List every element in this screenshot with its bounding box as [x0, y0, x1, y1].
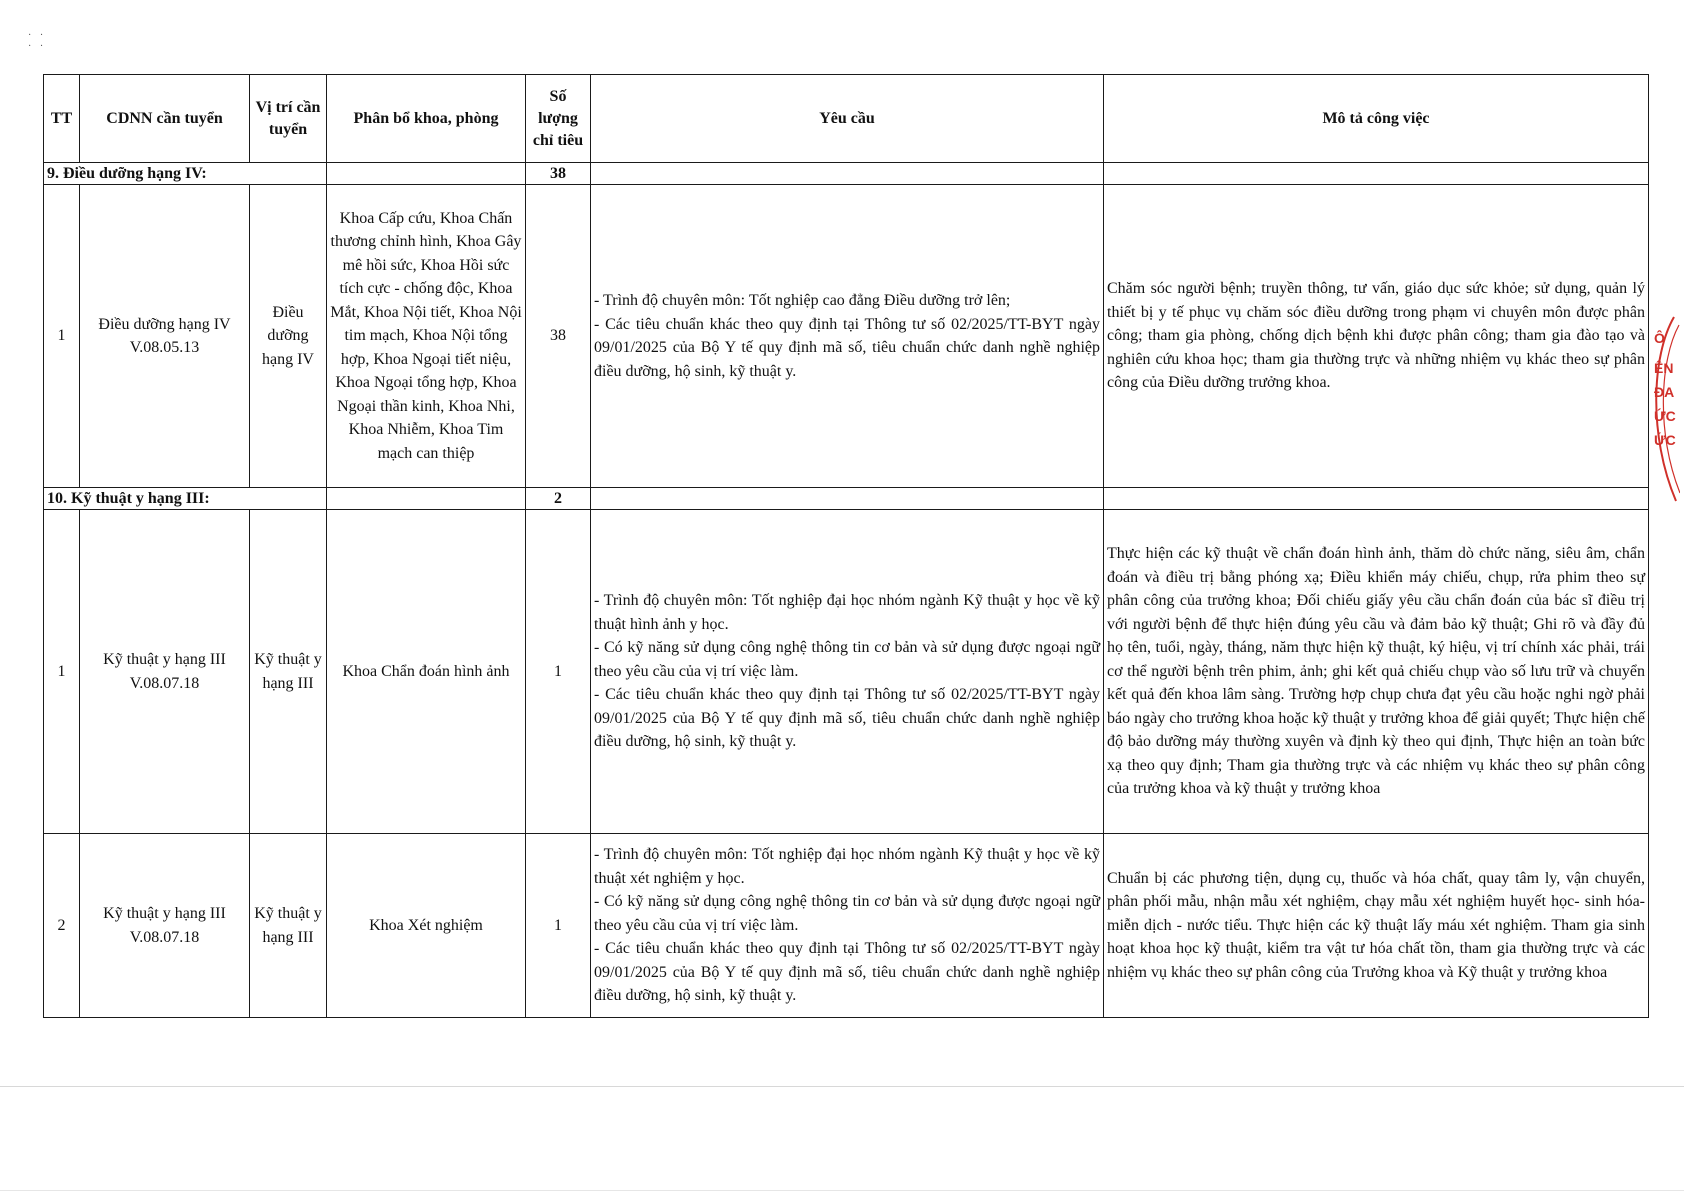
- header-row: [44, 75, 1649, 163]
- seal-letter: ỨC: [1654, 432, 1676, 448]
- scan-specks: · · · ·: [28, 30, 47, 52]
- group-empty-cell: [327, 163, 526, 185]
- cell-soluong: 38: [526, 185, 591, 488]
- group-row-ky-thuat-y: [44, 488, 1649, 510]
- cell-phanbo: Khoa Chẩn đoán hình ảnh: [327, 510, 526, 834]
- cell-soluong: 1: [526, 510, 591, 834]
- requirement-line: - Các tiêu chuẩn khác theo quy định tại Thông tư số 02/2025/TT-BYT ngày 09/01/2025 của Bộ Y tế quy định mã số, tiêu chuẩn chức danh nghề nghiệp điều dưỡng, hộ sinh, kỹ thuật y.: [594, 315, 1100, 380]
- table-row: [44, 834, 1649, 1018]
- cdnn-code: V.08.05.13: [129, 339, 200, 356]
- cell-vitri: Điều dưỡng hạng IV: [250, 185, 327, 488]
- red-seal-stamp: [1650, 315, 1684, 505]
- cell-soluong: 1: [526, 834, 591, 1018]
- cell-tt: 1: [44, 185, 80, 488]
- requirement-line: - Trình độ chuyên môn: Tốt nghiệp cao đẳng Điều dưỡng trở lên;: [594, 292, 1011, 309]
- cell-tt: 2: [44, 834, 80, 1018]
- group-label: 9. Điều dưỡng hạng IV:: [44, 163, 327, 185]
- cell-yeucau: [591, 510, 1104, 834]
- cell-mota: Chăm sóc người bệnh; truyền thông, tư vấn, giáo dục sức khỏe; sử dụng, quản lý thiết bị y tế phục vụ chăm sóc điều dưỡng trong phạm vi chuyên môn được phân công; tham gia phòng, chống dịch bệnh khi được phân công; tham gia đào tạo và nghiên cứu khoa học; tham gia thường trực và những nhiệm vụ khác theo sự phân công của Điều dưỡng trưởng khoa.: [1104, 185, 1649, 488]
- requirement-line: - Các tiêu chuẩn khác theo quy định tại Thông tư số 02/2025/TT-BYT ngày 09/01/2025 của Bộ Y tế quy định mã số, tiêu chuẩn chức danh nghề nghiệp điều dưỡng, hộ sinh, kỹ thuật y.: [594, 940, 1100, 1005]
- seal-letter: ĐA: [1654, 384, 1675, 400]
- seal-letter: Ô: [1654, 330, 1665, 346]
- header-tt: TT: [44, 75, 80, 163]
- header-vitri: Vị trí cần tuyển: [250, 75, 327, 163]
- requirement-line: - Trình độ chuyên môn: Tốt nghiệp đại học nhóm ngành Kỹ thuật y học về kỹ thuật hình ảnh y học.: [594, 592, 1100, 633]
- header-yeucau: Yêu cầu: [591, 75, 1104, 163]
- cell-phanbo: Khoa Xét nghiệm: [327, 834, 526, 1018]
- cell-tt: 1: [44, 510, 80, 834]
- cell-cdnn: [80, 510, 250, 834]
- cdnn-code: V.08.07.18: [129, 674, 200, 692]
- cdnn-title: Điều dưỡng hạng IV: [98, 315, 231, 333]
- cell-vitri: Kỹ thuật y hạng III: [250, 510, 327, 834]
- seal-letter: ÊN: [1654, 360, 1674, 376]
- requirement-line: - Có kỹ năng sử dụng công nghệ thông tin cơ bản và sử dụng được ngoại ngữ theo yêu cầu của vị trí việc làm.: [594, 893, 1100, 934]
- cell-cdnn: [80, 185, 250, 488]
- cell-mota: Thực hiện các kỹ thuật về chẩn đoán hình ảnh, thăm dò chức năng, siêu âm, chẩn đoán và điều trị bằng phóng xạ; Điều khiển máy chiếu, chụp, rửa phim theo sự phân công của trưởng khoa; Đối chiếu giấy yêu cầu chẩn đoán của bác sĩ điều trị với người bệnh để thực hiện đúng yêu cầu và đảm bảo kỹ thuật; Ghi rõ và đầy đủ họ tên, tuổi, ngày, tháng, năm thực hiện kỹ thuật, ký hiệu, vị trí chính xác phải, trái cơ thể người bệnh trên phim, ảnh; ghi kết quả chiếu chụp vào số lưu trữ và chuyển kết quả đến khoa lâm sàng. Trường hợp chụp chưa đạt yêu cầu hoặc nghi ngờ phải báo ngày cho trưởng khoa hoặc kỹ thuật y trưởng khoa để giải quyết; Thực hiện chế độ bảo dưỡng máy thường xuyên và định kỳ theo qui định, Thực hiện an toàn bức xạ theo quy định; Tham gia thường trực và các nhiệm vụ khác theo sự phân công của trưởng khoa và kỹ thuật y trưởng khoa: [1104, 510, 1649, 834]
- group-empty-cell: [1104, 163, 1649, 185]
- group-empty-cell: [1104, 488, 1649, 510]
- cdnn-title: Kỹ thuật y hạng III: [103, 651, 226, 668]
- header-soluong: Số lượng chỉ tiêu: [526, 75, 591, 163]
- cdnn-title: Kỹ thuật y hạng III: [103, 905, 226, 922]
- group-empty-cell: [591, 163, 1104, 185]
- header-mota: Mô tả công việc: [1104, 75, 1649, 163]
- cell-yeucau: [591, 185, 1104, 488]
- group-row-dieu-duong: [44, 163, 1649, 185]
- group-empty-cell: [327, 488, 526, 510]
- page-edge-line: [0, 1086, 1684, 1087]
- seal-letter: ỨC: [1654, 408, 1676, 424]
- cell-mota: Chuẩn bị các phương tiện, dụng cụ, thuốc và hóa chất, quay tâm ly, vận chuyển, phân phối mẫu, nhận mẫu xét nghiệm, chạy mẫu xét nghiệm huyết học- sinh hóa- miễn dịch - nước tiểu. Thực hiện các kỹ thuật lấy máu xét nghiệm. Tham gia sinh hoạt khoa học kỹ thuật, kiểm tra vật tư hóa chất tồn, tham gia thường trực và các nhiệm vụ khác theo sự phân công của Trưởng khoa và Kỹ thuật y trưởng khoa: [1104, 834, 1649, 1018]
- group-count: 2: [526, 488, 591, 510]
- group-label: 10. Kỹ thuật y hạng III:: [44, 488, 327, 510]
- cell-phanbo: Khoa Cấp cứu, Khoa Chấn thương chỉnh hình, Khoa Gây mê hồi sức, Khoa Hồi sức tích cực - chống độc, Khoa Mắt, Khoa Nội tiết, Khoa Nội tim mạch, Khoa Nội tổng hợp, Khoa Ngoại tiết niệu, Khoa Ngoại tổng hợp, Khoa Ngoại thần kinh, Khoa Nhi, Khoa Nhiễm, Khoa Tim mạch can thiệp: [327, 185, 526, 488]
- cdnn-code: V.08.07.18: [129, 928, 200, 946]
- recruitment-table: [43, 74, 1649, 1018]
- requirement-line: - Trình độ chuyên môn: Tốt nghiệp đại học nhóm ngành Kỹ thuật y học về kỹ thuật xét nghiệm y học.: [594, 846, 1100, 887]
- group-count: 38: [526, 163, 591, 185]
- requirement-line: - Các tiêu chuẩn khác theo quy định tại Thông tư số 02/2025/TT-BYT ngày 09/01/2025 của Bộ Y tế quy định mã số, tiêu chuẩn chức danh nghề nghiệp điều dưỡng, hộ sinh, kỹ thuật y.: [594, 686, 1100, 751]
- requirement-line: - Có kỹ năng sử dụng công nghệ thông tin cơ bản và sử dụng được ngoại ngữ theo yêu cầu của vị trí việc làm.: [594, 639, 1100, 680]
- header-cdnn: CDNN cần tuyển: [80, 75, 250, 163]
- cell-cdnn: [80, 834, 250, 1018]
- cell-vitri: Kỹ thuật y hạng III: [250, 834, 327, 1018]
- header-phanbo: Phân bổ khoa, phòng: [327, 75, 526, 163]
- group-empty-cell: [591, 488, 1104, 510]
- table-row: [44, 185, 1649, 488]
- table-row: [44, 510, 1649, 834]
- page-edge-line: [0, 1190, 1684, 1191]
- cell-yeucau: [591, 834, 1104, 1018]
